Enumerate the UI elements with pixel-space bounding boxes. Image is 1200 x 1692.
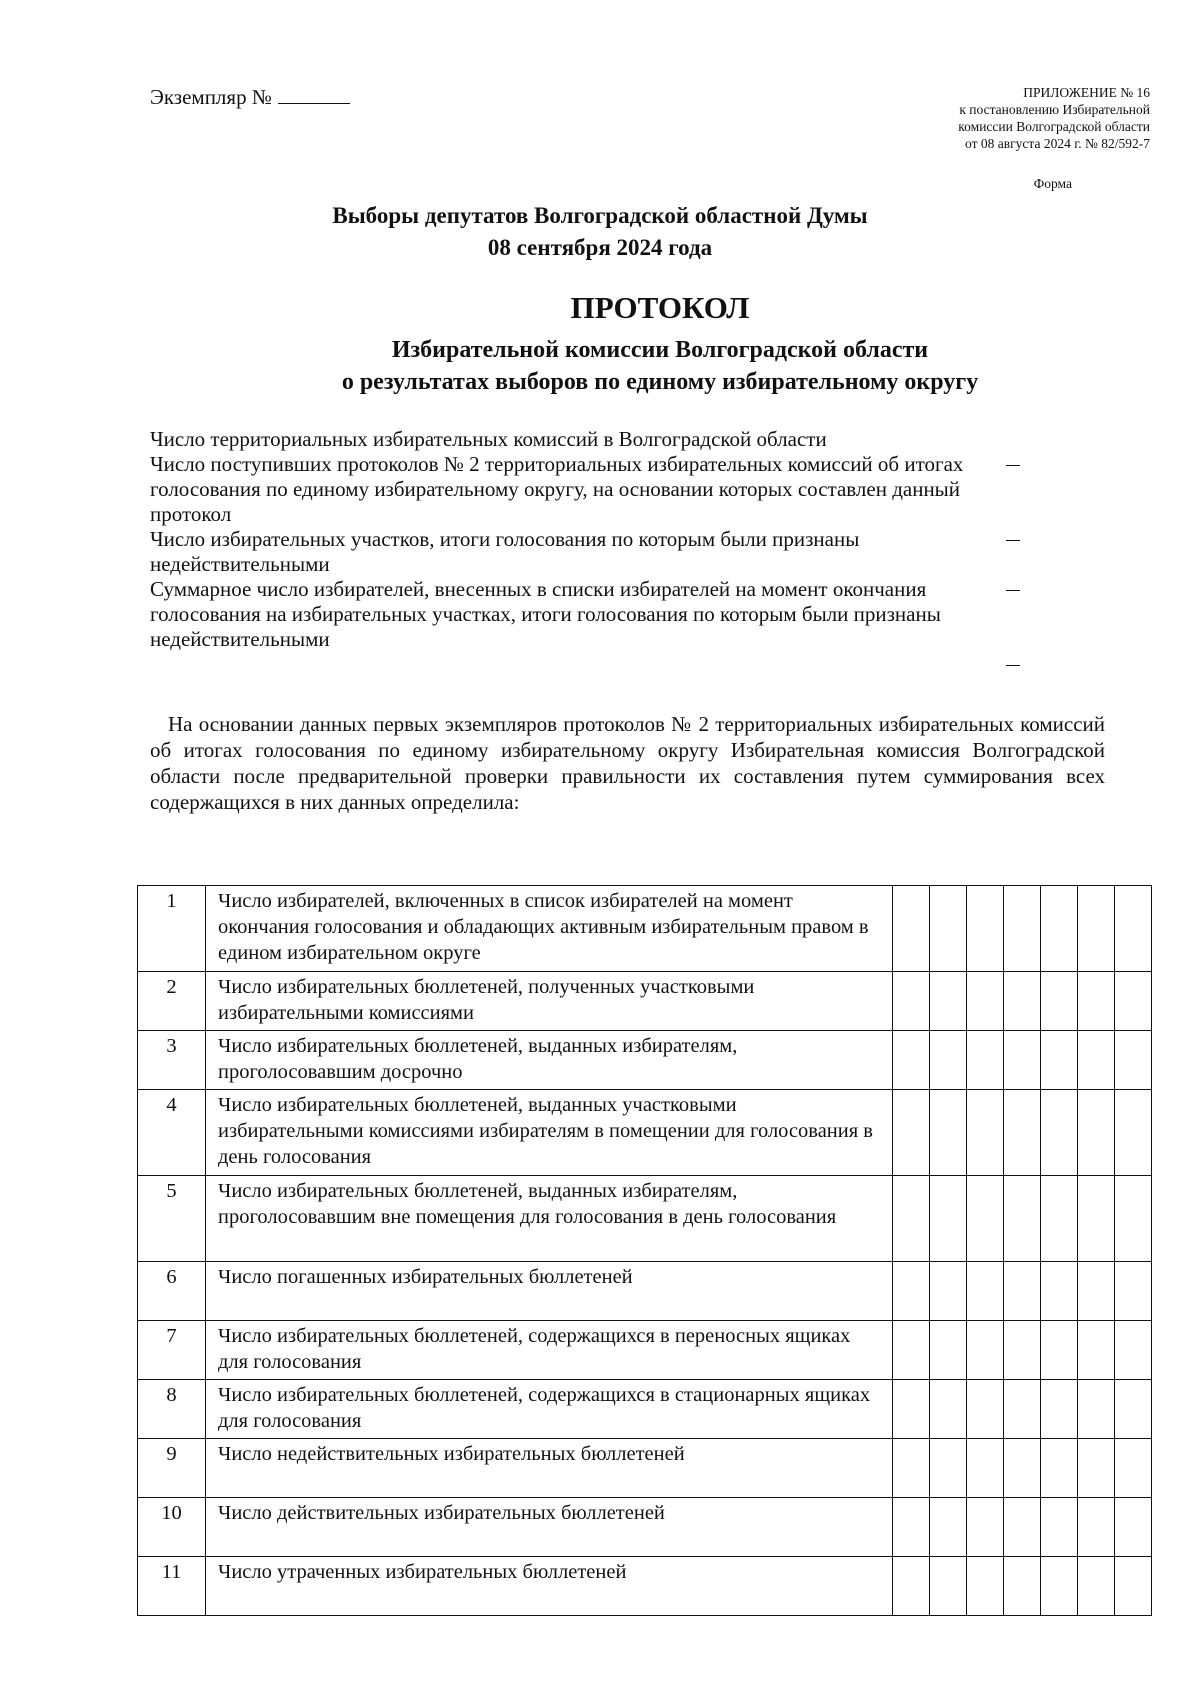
row-label: Число избирательных бюллетеней, содержащихся в стационарных ящиках для голосования	[206, 1380, 893, 1439]
digit-cell[interactable]	[1115, 1031, 1152, 1090]
stat-row	[150, 452, 1020, 527]
row-number: 9	[138, 1439, 206, 1498]
protocol-commission: Избирательной комиссии Волгоградской области	[391, 337, 929, 363]
digit-cell[interactable]	[967, 1557, 1004, 1616]
digit-cell[interactable]	[1004, 1557, 1041, 1616]
digit-cell[interactable]	[893, 1262, 930, 1321]
digit-cell[interactable]	[1041, 1498, 1078, 1557]
digit-cell[interactable]	[967, 1031, 1004, 1090]
digit-cell[interactable]	[930, 1090, 967, 1176]
row-number: 5	[138, 1176, 206, 1262]
row-number: 10	[138, 1498, 206, 1557]
digit-cell[interactable]	[1041, 1090, 1078, 1176]
table-row	[138, 1380, 1152, 1439]
digit-cell[interactable]	[1078, 1439, 1115, 1498]
digit-cell[interactable]	[1041, 972, 1078, 1031]
digit-cell[interactable]	[967, 1090, 1004, 1176]
appendix-line: от 08 августа 2024 г. № 82/592-7	[965, 136, 1150, 151]
table-row	[138, 1557, 1152, 1616]
digit-cell[interactable]	[1041, 1176, 1078, 1262]
row-label: Число утраченных избирательных бюллетеней	[206, 1557, 893, 1616]
digit-cell[interactable]	[893, 1321, 930, 1380]
digit-cell[interactable]	[967, 1262, 1004, 1321]
row-number: 11	[138, 1557, 206, 1616]
digit-cell[interactable]	[1004, 972, 1041, 1031]
digit-cell[interactable]	[1041, 1380, 1078, 1439]
digit-cell[interactable]	[893, 1176, 930, 1262]
row-label: Число избирательных бюллетеней, выданных участковыми избирательными комиссиями избирателям в помещении для голосования в день голосования	[206, 1090, 893, 1176]
row-label: Число действительных избирательных бюллетеней	[206, 1498, 893, 1557]
digit-cell[interactable]	[1004, 886, 1041, 972]
election-title-line2: 08 сентября 2024 года	[487, 235, 713, 260]
digit-cell[interactable]	[930, 1031, 967, 1090]
stat-label: Число поступивших протоколов № 2 территориальных избирательных комиссий об итогах голосования по единому избирательному округу, на основании которых составлен данный протокол	[150, 452, 964, 526]
copy-number-field	[150, 85, 350, 110]
stat-value-blank[interactable]	[1006, 665, 1020, 666]
row-label: Число избирательных бюллетеней, выданных избирателям, проголосовавшим досрочно	[206, 1031, 893, 1090]
digit-cell[interactable]	[1078, 1090, 1115, 1176]
digit-cell[interactable]	[1078, 1557, 1115, 1616]
election-title	[0, 200, 1200, 264]
digit-cell[interactable]	[1115, 1498, 1152, 1557]
stat-row	[150, 527, 1020, 577]
row-number: 1	[138, 886, 206, 972]
digit-cell[interactable]	[1078, 972, 1115, 1031]
digit-cell[interactable]	[1078, 886, 1115, 972]
appendix-note	[850, 84, 1150, 152]
digit-cell[interactable]	[967, 886, 1004, 972]
stat-label: Число территориальных избирательных комиссий в Волгоградской области	[150, 427, 827, 451]
digit-cell[interactable]	[967, 1176, 1004, 1262]
digit-cell[interactable]	[1004, 1031, 1041, 1090]
digit-cell[interactable]	[1041, 1031, 1078, 1090]
appendix-line: к постановлению Избирательной	[959, 102, 1150, 117]
digit-cell[interactable]	[967, 1380, 1004, 1439]
digit-cell[interactable]	[1041, 1557, 1078, 1616]
digit-cell[interactable]	[1078, 1031, 1115, 1090]
digit-cell[interactable]	[1004, 1262, 1041, 1321]
row-number: 8	[138, 1380, 206, 1439]
digit-cell[interactable]	[1115, 1176, 1152, 1262]
digit-cell[interactable]	[930, 1262, 967, 1321]
digit-cell[interactable]	[893, 1557, 930, 1616]
digit-cell[interactable]	[967, 1321, 1004, 1380]
appendix-line: ПРИЛОЖЕНИЕ № 16	[1023, 85, 1150, 100]
row-label: Число избирательных бюллетеней, содержащихся в переносных ящиках для голосования	[206, 1321, 893, 1380]
digit-cell[interactable]	[1115, 1557, 1152, 1616]
table-row	[138, 1321, 1152, 1380]
digit-cell[interactable]	[1041, 886, 1078, 972]
digit-cell[interactable]	[893, 1380, 930, 1439]
digit-cell[interactable]	[930, 1557, 967, 1616]
table-row	[138, 1262, 1152, 1321]
digit-cell[interactable]	[930, 972, 967, 1031]
digit-cell[interactable]	[1004, 1090, 1041, 1176]
digit-cell[interactable]	[967, 1439, 1004, 1498]
digit-cell[interactable]	[1115, 972, 1152, 1031]
digit-cell[interactable]	[893, 1031, 930, 1090]
digit-cell[interactable]	[1004, 1321, 1041, 1380]
digit-cell[interactable]	[1115, 886, 1152, 972]
row-number: 3	[138, 1031, 206, 1090]
table-row	[138, 1031, 1152, 1090]
digit-cell[interactable]	[930, 886, 967, 972]
digit-cell[interactable]	[930, 1439, 967, 1498]
digit-cell[interactable]	[1115, 1262, 1152, 1321]
digit-cell[interactable]	[893, 972, 930, 1031]
digit-cell[interactable]	[1115, 1090, 1152, 1176]
table-row	[138, 1176, 1152, 1262]
digit-cell[interactable]	[1041, 1439, 1078, 1498]
copy-number-label: Экземпляр №	[150, 85, 272, 109]
digit-cell[interactable]	[893, 1498, 930, 1557]
digit-cell[interactable]	[1078, 1262, 1115, 1321]
election-title-line1: Выборы депутатов Волгоградской областной Думы	[332, 203, 868, 228]
row-number: 6	[138, 1262, 206, 1321]
protocol-subject: о результатах выборов по единому избирательному округу	[341, 369, 979, 395]
stat-row	[150, 577, 1020, 652]
digit-cell[interactable]	[893, 1090, 930, 1176]
stat-label: Суммарное число избирателей, внесенных в списки избирателей на момент окончания голосования на избирательных участках, итоги голосования по которым были признаны недействительными	[150, 577, 941, 651]
digit-cell[interactable]	[1041, 1262, 1078, 1321]
table-row	[138, 1439, 1152, 1498]
digit-cell[interactable]	[1078, 1498, 1115, 1557]
row-label: Число избирательных бюллетеней, полученных участковыми избирательными комиссиями	[206, 972, 893, 1031]
digit-cell[interactable]	[1004, 1439, 1041, 1498]
digit-cell[interactable]	[1004, 1176, 1041, 1262]
table-row	[138, 972, 1152, 1031]
digit-cell[interactable]	[893, 1439, 930, 1498]
digit-cell[interactable]	[967, 972, 1004, 1031]
form-label: Форма	[1033, 176, 1072, 191]
digit-cell[interactable]	[893, 886, 930, 972]
digit-cell[interactable]	[967, 1498, 1004, 1557]
row-label: Число избирательных бюллетеней, выданных избирателям, проголосовавшим вне помещения для голосования в день голосования	[206, 1176, 893, 1262]
row-number: 7	[138, 1321, 206, 1380]
digit-cell[interactable]	[930, 1321, 967, 1380]
row-number: 4	[138, 1090, 206, 1176]
appendix-line: комиссии Волгоградской области	[958, 119, 1150, 134]
digit-cell[interactable]	[1004, 1498, 1041, 1557]
digit-cell[interactable]	[1078, 1176, 1115, 1262]
stat-row	[150, 427, 1020, 452]
row-label: Число погашенных избирательных бюллетеней	[206, 1262, 893, 1321]
table-row	[138, 1498, 1152, 1557]
table-row	[138, 1090, 1152, 1176]
intro-paragraph: На основании данных первых экземпляров протоколов № 2 территориальных избирательных комиссий об итогах голосования по единому избирательному округу Избирательная комиссия Волгоградской области после предварительной проверки правильности их составления путем суммирования всех содержащихся в них данных определила:	[150, 712, 1105, 814]
results-table	[137, 885, 1152, 1616]
digit-cell[interactable]	[1004, 1380, 1041, 1439]
copy-number-blank[interactable]	[278, 85, 350, 104]
digit-cell[interactable]	[1078, 1321, 1115, 1380]
row-label: Число избирателей, включенных в список избирателей на момент окончания голосования и обладающих активным избирательным правом в едином избирательном округе	[206, 886, 893, 972]
digit-cell[interactable]	[1078, 1380, 1115, 1439]
digit-cell[interactable]	[1115, 1321, 1152, 1380]
protocol-heading: ПРОТОКОЛ	[570, 290, 750, 325]
digit-cell[interactable]	[1115, 1380, 1152, 1439]
summary-stats	[150, 427, 1020, 652]
stat-label: Число избирательных участков, итоги голосования по которым были признаны недействительными	[150, 527, 860, 576]
digit-cell[interactable]	[930, 1498, 967, 1557]
row-label: Число недействительных избирательных бюллетеней	[206, 1439, 893, 1498]
digit-cell[interactable]	[930, 1380, 967, 1439]
digit-cell[interactable]	[930, 1176, 967, 1262]
digit-cell[interactable]	[1115, 1439, 1152, 1498]
protocol-subtitle	[60, 334, 1200, 398]
digit-cell[interactable]	[1041, 1321, 1078, 1380]
row-number: 2	[138, 972, 206, 1031]
table-row	[138, 886, 1152, 972]
